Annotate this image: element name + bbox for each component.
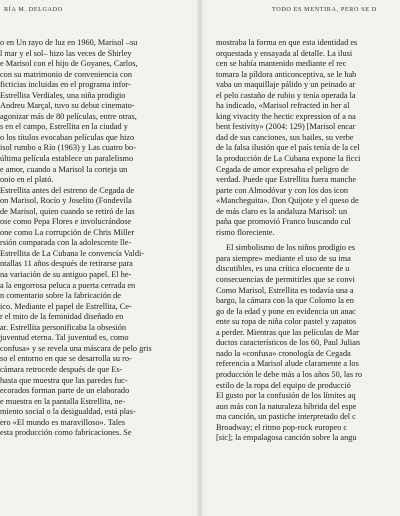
text-line: mostraba la forma en que esta identidad es: [216, 38, 358, 47]
text-line: ente su ropa de niña color pastel y zapatos: [216, 317, 357, 327]
text-line: go de la edad y pone en evidencia un anac: [216, 306, 356, 316]
text-line: rsión comparada con la adolescente lle-: [0, 238, 132, 248]
text-line: e amor, cuando a Marisol la corteja un: [0, 164, 128, 174]
text-line: so el entorno en que se desarrolla su ro-: [0, 354, 132, 364]
text-line: isol rumbo a Río (1963) y Las cuatro bo-: [0, 143, 136, 153]
text-line: ar. Estrellita personificaba la obsesión: [0, 322, 127, 332]
text-line: cen se había mantenido mediante el rec: [216, 59, 347, 69]
left-running-head: RÍA M. DELGADO: [4, 6, 63, 13]
text-line: Cegada de amor expresaba el peligro de: [216, 164, 349, 174]
text-line: El simbolismo de los niños prodigio es: [226, 243, 356, 253]
text-line: confusa» y se revela una máscara de pelo gris: [0, 343, 152, 353]
text-line: ficticias incluidas en el programa infor-: [0, 80, 131, 90]
text-line: cámara retrocede después de que Es-: [0, 364, 123, 374]
right-page: [202, 0, 400, 516]
text-line: referencia a Marisol alude claramente a los: [216, 359, 359, 369]
text-line: ico. Mediante el papel de Estrellita, Ce-: [0, 301, 132, 311]
text-line: de más claro es la andaluza Marisol: un: [216, 206, 348, 216]
text-line: parte con Almodóvar y con los dos icon: [216, 185, 349, 195]
text-line: miento social o la desigualdad, está plas-: [0, 407, 136, 417]
text-line: esta producción como fabricaciones. Se: [0, 428, 132, 438]
text-line: on Marisol, Rocío y Joselito (Fondevila: [0, 196, 132, 206]
text-line: ductos característicos de los 60, Paul Julian: [216, 338, 361, 348]
text-line: tomara la píldora anticonceptiva, se le hab: [216, 69, 357, 79]
text-line: de la falsa ilusión que el país tenía de la cel: [216, 143, 360, 153]
text-line: ntallas 11 años después de retirarse para: [0, 259, 133, 269]
text-line: [sic]; la empalagosa canción sobre la angu: [216, 433, 357, 443]
text-line: e muestra en la pantalla Estrellita, ne-: [0, 396, 126, 406]
text-line: El gusto por la confusión de los límites aq: [216, 391, 356, 401]
text-line: paña que promovió Franco buscando cul: [216, 217, 351, 227]
left-page-text: [0, 38, 194, 439]
text-line: «Mancheguita». Don Quijote y el queso de: [216, 196, 359, 206]
text-line: vaba un maquillaje pálido y un peinado ar: [216, 80, 356, 90]
text-line: ha indicado, «Marisol refracted in her al: [216, 101, 350, 111]
text-line: o en Un rayo de luz en 1960, Marisol –su: [0, 38, 138, 47]
text-line: l mar y el sol– hizo las veces de Shirley: [0, 48, 132, 58]
text-line: ma canción, un pastiche interpretado del c: [216, 412, 356, 422]
text-line: dad de sus canciones, sus bailes, su verbe: [216, 132, 354, 142]
text-line: juventud eterna. Tal juventud es, como: [0, 333, 129, 343]
text-line: producción le debe más a los años 50, las ro: [216, 369, 363, 379]
text-line: king vivacity the hectic expression of a na: [216, 111, 356, 121]
left-page: [0, 0, 198, 516]
text-line: Andreu Marçal, tuvo su debut cinemato-: [0, 101, 135, 111]
text-line: orquestada y ensayada al detalle. La ilusi: [216, 48, 353, 58]
text-line: agonizar más de 80 películas, entre otras,: [0, 111, 137, 121]
text-line: con su matrimonio de conveniencia con: [0, 69, 133, 79]
text-line: ose como Pepa Flores e involucrándose: [0, 217, 132, 227]
text-line: e Marisol con el hijo de Goyanes, Carlos,: [0, 59, 138, 69]
right-running-head: TODO ES MENTIRA, PERO SE D: [272, 6, 377, 13]
text-line: a perder. Mientras que las películas de Mar: [216, 327, 359, 337]
text-line: consecuencias de permitirles que se convi: [216, 275, 355, 285]
text-line: na variación de su antiguo papel. El he-: [0, 270, 132, 280]
text-line: ero «El mundo es maravilloso». Tales: [0, 417, 126, 427]
text-line: Broadway; el ritmo pop-rock europeo c: [216, 422, 348, 432]
text-line: one como La corrupción de Chris Miller: [0, 227, 135, 237]
text-line: rismo floreciente.: [216, 227, 275, 237]
text-line: el pelo castaño de rubio y tenía operada la: [216, 90, 356, 100]
text-line: la producción de La Cubana expone la ficci: [216, 154, 361, 164]
text-line: de Marisol, quien cuando se retiró de las: [0, 206, 135, 216]
text-line: onio en el plató.: [0, 175, 54, 185]
text-line: Estrellita antes del estreno de Cegada de: [0, 185, 135, 195]
text-line: Estrellita de La Cubana le convencía Valdi-: [0, 248, 145, 258]
text-line: s en el campo, Estrellita en la ciudad y: [0, 122, 128, 132]
text-line: r el mito de la feminidad diseñado en: [0, 312, 124, 322]
text-line: n comentario sobre la fabricación de: [0, 291, 121, 301]
text-line: bargo, la cámara con la que Colomo la en: [216, 296, 354, 306]
text-line: nado la «confusa» cronología de Cegada: [216, 348, 351, 358]
text-line: hasta que muestra que las paredes fuc-: [0, 375, 128, 385]
text-line: Como Marisol, Estrellita es todavía una a: [216, 285, 354, 295]
text-line: verdad. Puede que Estrellita fuera manche: [216, 175, 357, 185]
text-line: estilo de la ropa del equipo de producció: [216, 380, 351, 390]
text-line: discutibles, es una crítica elocuente de u: [216, 264, 350, 274]
text-line: bent festivity» (2004: 129) [Marisol encar: [216, 122, 356, 132]
text-line: Estrellita Verdiales, una niña prodigio: [0, 90, 126, 100]
right-page-text: [216, 38, 400, 444]
text-line: última película establece un paralelismo: [0, 154, 134, 164]
text-line: a la engorrosa peluca a puerta cerrada en: [0, 280, 136, 290]
text-line: ecorados forman parte de un elaborado: [0, 386, 130, 396]
text-line: para siempre» mediante el uso de su ima: [216, 253, 351, 263]
text-line: aun más con la naturaleza híbrida del espe: [216, 401, 357, 411]
text-line: o los títulos evocaban películas que hizo: [0, 132, 135, 142]
